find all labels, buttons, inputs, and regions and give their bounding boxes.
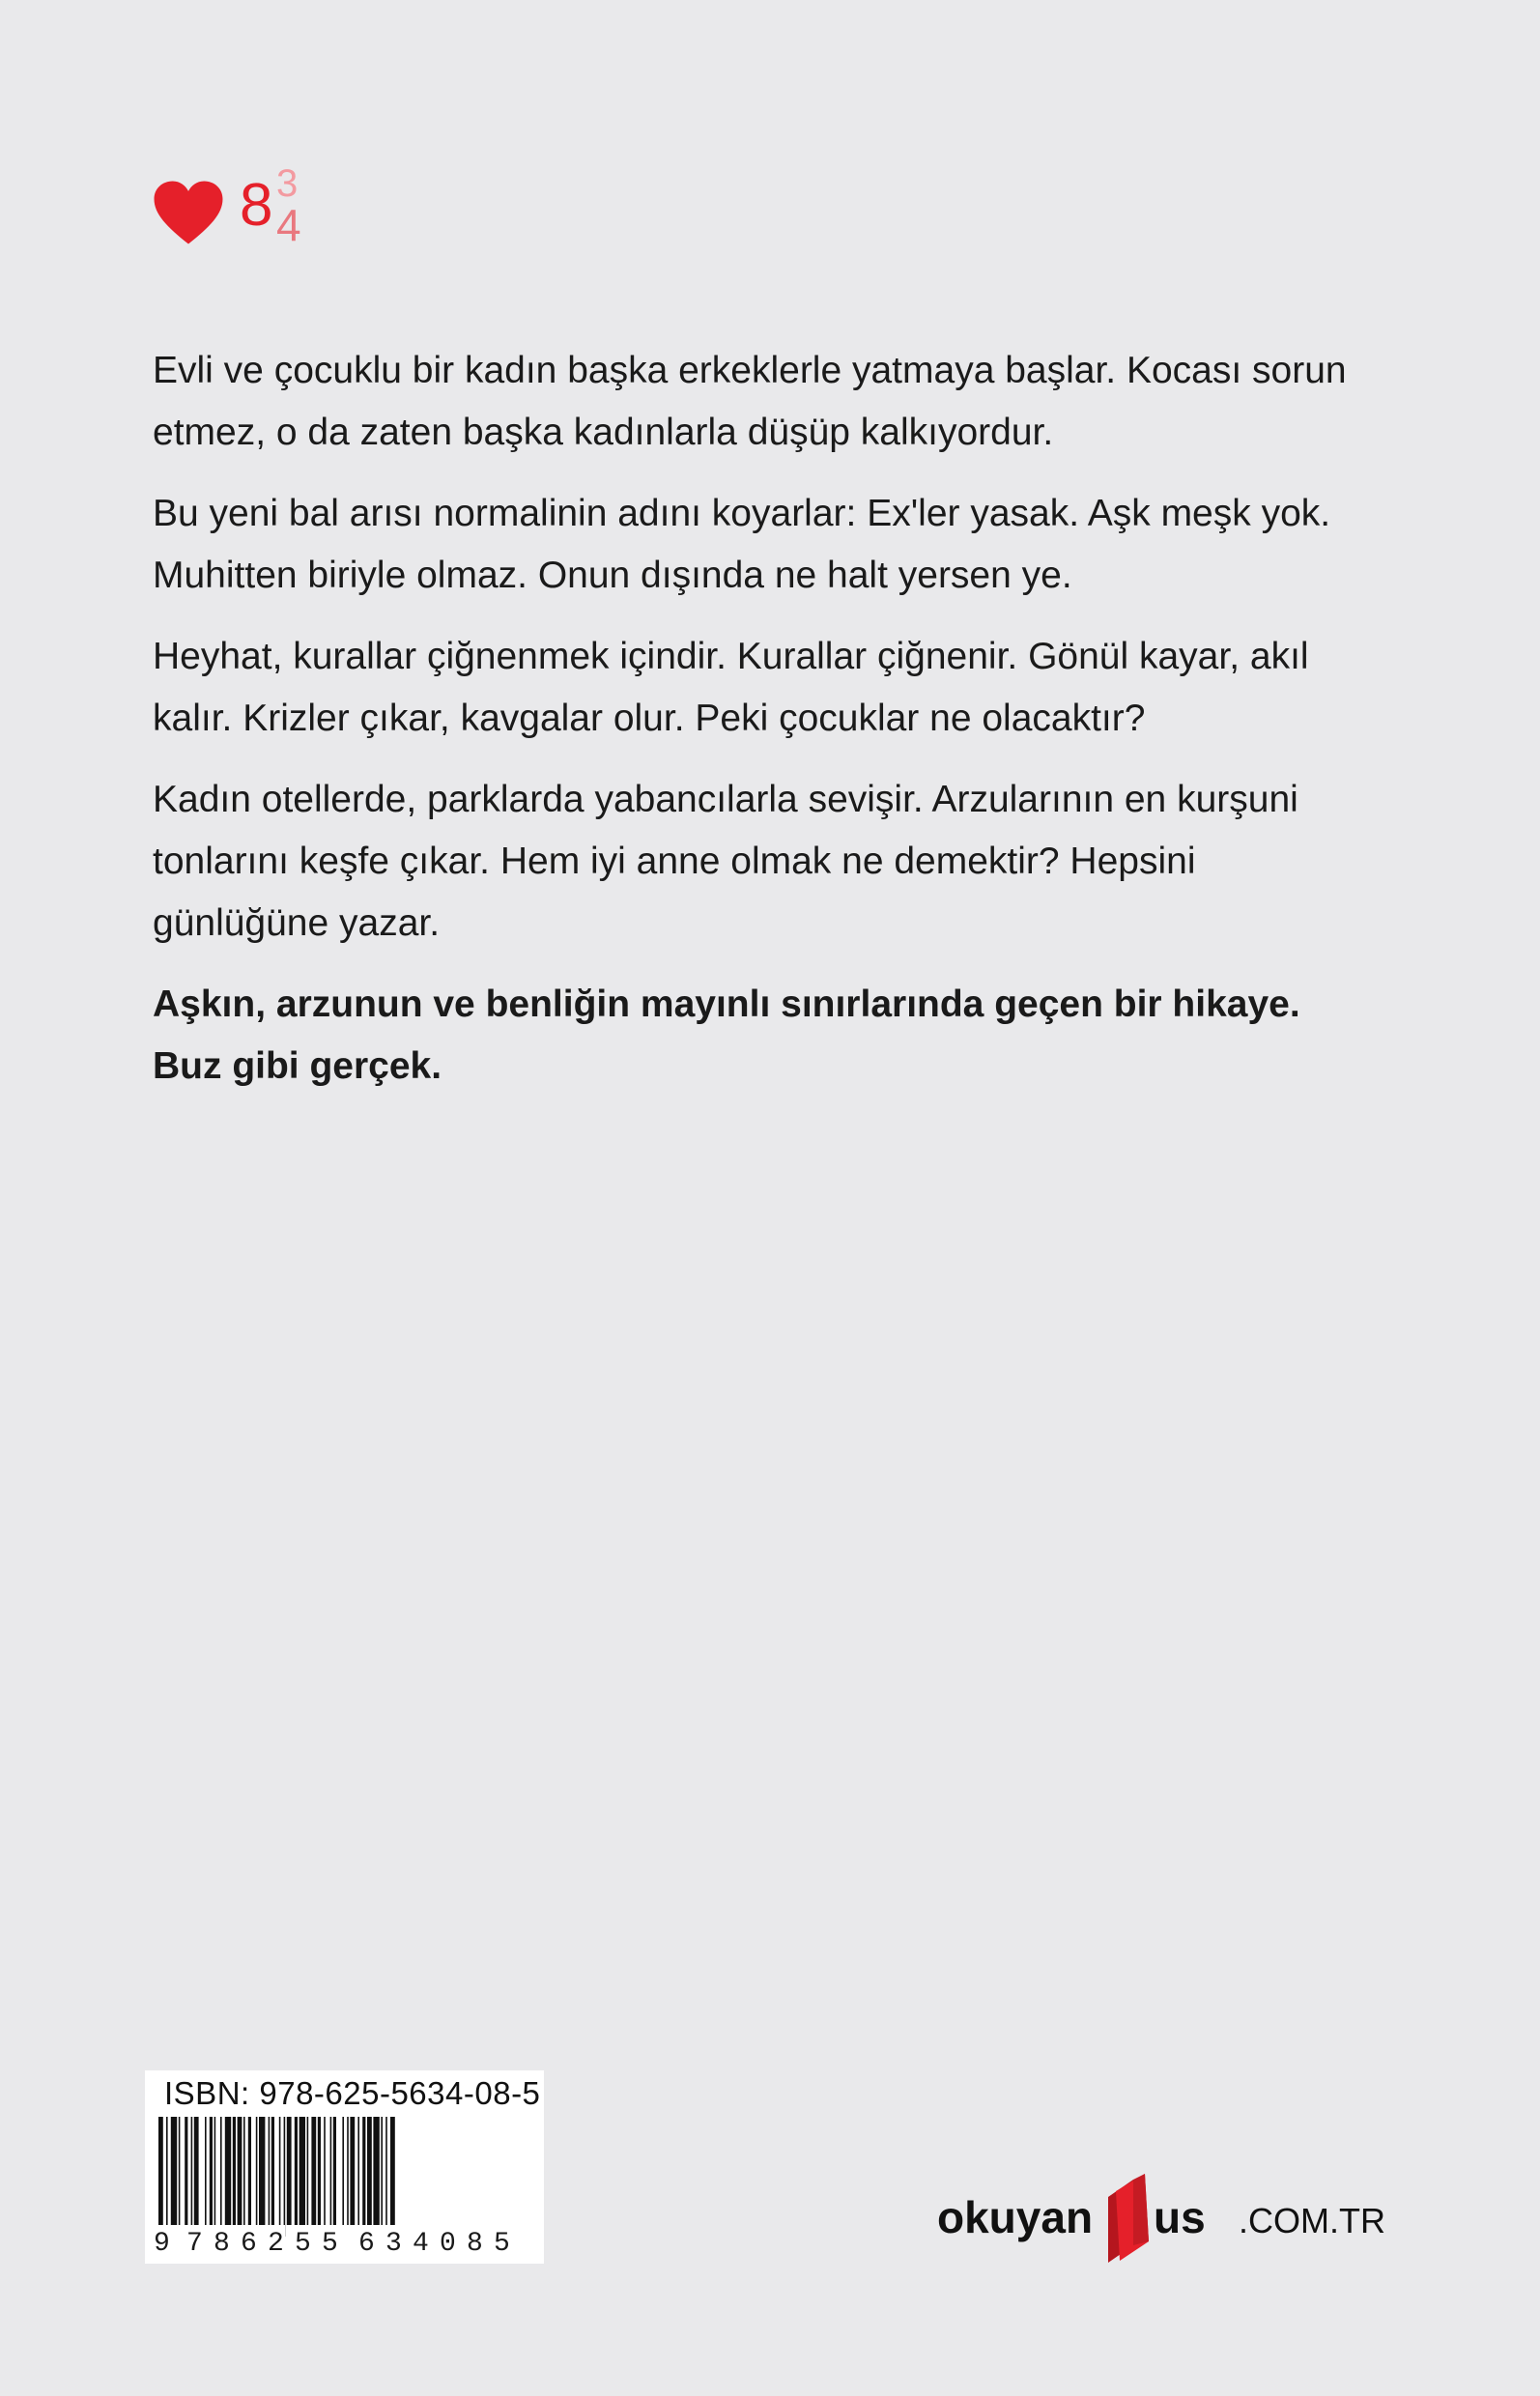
barcode-bar bbox=[179, 2117, 181, 2225]
logo-fraction bbox=[276, 162, 315, 251]
isbn-barcode bbox=[145, 2070, 544, 2264]
barcode-bar bbox=[381, 2117, 383, 2225]
barcode-bar bbox=[185, 2117, 187, 2225]
barcode-bar bbox=[166, 2117, 168, 2237]
barcode-bar bbox=[210, 2117, 213, 2225]
barcode-bar bbox=[342, 2117, 344, 2225]
barcode-bar bbox=[333, 2117, 336, 2225]
blurb-paragraph: Heyhat, kurallar çiğnenmek içindir. Kurallar çiğnenir. Gönül kayar, akıl kalır. Krizler çıkar, kavgalar olur. Peki çocuklar ne olacaktır? bbox=[153, 636, 1309, 739]
barcode-bar bbox=[385, 2117, 387, 2237]
barcode-digit: 9 bbox=[153, 2225, 171, 2264]
barcode-digit: 7 bbox=[185, 2225, 204, 2264]
barcode-bar bbox=[324, 2117, 326, 2225]
barcode-bar bbox=[214, 2117, 216, 2225]
barcode-bar bbox=[357, 2117, 359, 2225]
barcode-bar bbox=[295, 2117, 298, 2225]
barcode-bar bbox=[350, 2117, 355, 2225]
barcode-digit: 2 bbox=[267, 2225, 285, 2264]
barcode-bar bbox=[248, 2117, 251, 2225]
barcode-bar bbox=[220, 2117, 222, 2225]
barcode-digit: 6 bbox=[357, 2225, 376, 2264]
barcode-digit: 5 bbox=[294, 2225, 312, 2264]
series-logo bbox=[153, 162, 327, 251]
barcode-bar bbox=[271, 2117, 274, 2225]
isbn-label: ISBN: 978-625-5634-08-5 bbox=[164, 2075, 541, 2111]
barcode-digit: 3 bbox=[385, 2225, 403, 2264]
blurb-paragraph: Bu yeni bal arısı normalinin adını koyarlar: Ex'ler yasak. Aşk meşk yok. Muhitten biriyle olmaz. Onun dışında ne halt yersen ye. bbox=[153, 493, 1331, 596]
barcode-bar bbox=[373, 2117, 379, 2225]
publisher-name-left: okuyan bbox=[937, 2192, 1094, 2242]
barcode-bar bbox=[330, 2117, 332, 2225]
barcode-bar bbox=[171, 2117, 177, 2225]
logo-fraction-bottom: 4 bbox=[276, 200, 301, 250]
barcode-bar bbox=[390, 2117, 395, 2237]
barcode-bars bbox=[157, 2117, 535, 2237]
barcode-bar bbox=[194, 2117, 199, 2225]
barcode-digit: 8 bbox=[466, 2225, 484, 2264]
barcode-digit: 4 bbox=[412, 2225, 430, 2264]
blurb-paragraph: Kadın otellerde, parklarda yabancılarla sevişir. Arzularının en kurşuni tonlarını keşfe çıkar. Hem iyi anne olmak ne demektir? Hepsini günlüğüne yazar. bbox=[153, 779, 1298, 944]
barcode-bar bbox=[347, 2117, 349, 2225]
logo-fraction-top: 3 bbox=[276, 162, 299, 205]
barcode-digit: 5 bbox=[321, 2225, 339, 2264]
publisher-logo bbox=[937, 2169, 1385, 2266]
barcode-bar bbox=[225, 2117, 231, 2225]
barcode-bar bbox=[233, 2117, 236, 2225]
blurb-paragraph: Evli ve çocuklu bir kadın başka erkeklerle yatmaya başlar. Kocası sorun etmez, o da zaten başka kadınlarla düşüp kalkıyordur. bbox=[153, 350, 1347, 453]
barcode-digits bbox=[153, 2225, 539, 2264]
barcode-bar bbox=[287, 2117, 292, 2225]
publisher-domain: .COM.TR bbox=[1239, 2201, 1385, 2240]
barcode-bar bbox=[362, 2117, 365, 2225]
book-icon bbox=[1104, 2172, 1153, 2265]
barcode-bar bbox=[269, 2117, 271, 2225]
barcode-bar bbox=[299, 2117, 305, 2225]
barcode-bar bbox=[311, 2117, 316, 2225]
logo-digit: 8 bbox=[240, 172, 273, 239]
publisher-name-right: us bbox=[1154, 2192, 1206, 2242]
heart-icon bbox=[153, 180, 224, 245]
barcode-digit: 0 bbox=[439, 2225, 457, 2264]
barcode-digit: 8 bbox=[213, 2225, 231, 2264]
barcode-digit: 5 bbox=[493, 2225, 511, 2264]
barcode-bar bbox=[367, 2117, 372, 2225]
barcode-bar bbox=[307, 2117, 309, 2225]
barcode-bar bbox=[158, 2117, 163, 2237]
back-cover-blurb bbox=[153, 340, 1370, 1117]
barcode-bar bbox=[259, 2117, 265, 2225]
barcode-bar bbox=[205, 2117, 207, 2225]
barcode-bar bbox=[279, 2117, 281, 2237]
barcode-bar bbox=[284, 2117, 286, 2237]
barcode-bar bbox=[191, 2117, 193, 2225]
barcode-digit: 6 bbox=[240, 2225, 258, 2264]
barcode-bar bbox=[256, 2117, 258, 2225]
blurb-tagline: Aşkın, arzunun ve benliğin mayınlı sınırlarında geçen bir hikaye. Buz gibi gerçek. bbox=[153, 984, 1300, 1087]
barcode-bar bbox=[318, 2117, 321, 2225]
barcode-bar bbox=[243, 2117, 245, 2225]
barcode-bar bbox=[238, 2117, 242, 2225]
